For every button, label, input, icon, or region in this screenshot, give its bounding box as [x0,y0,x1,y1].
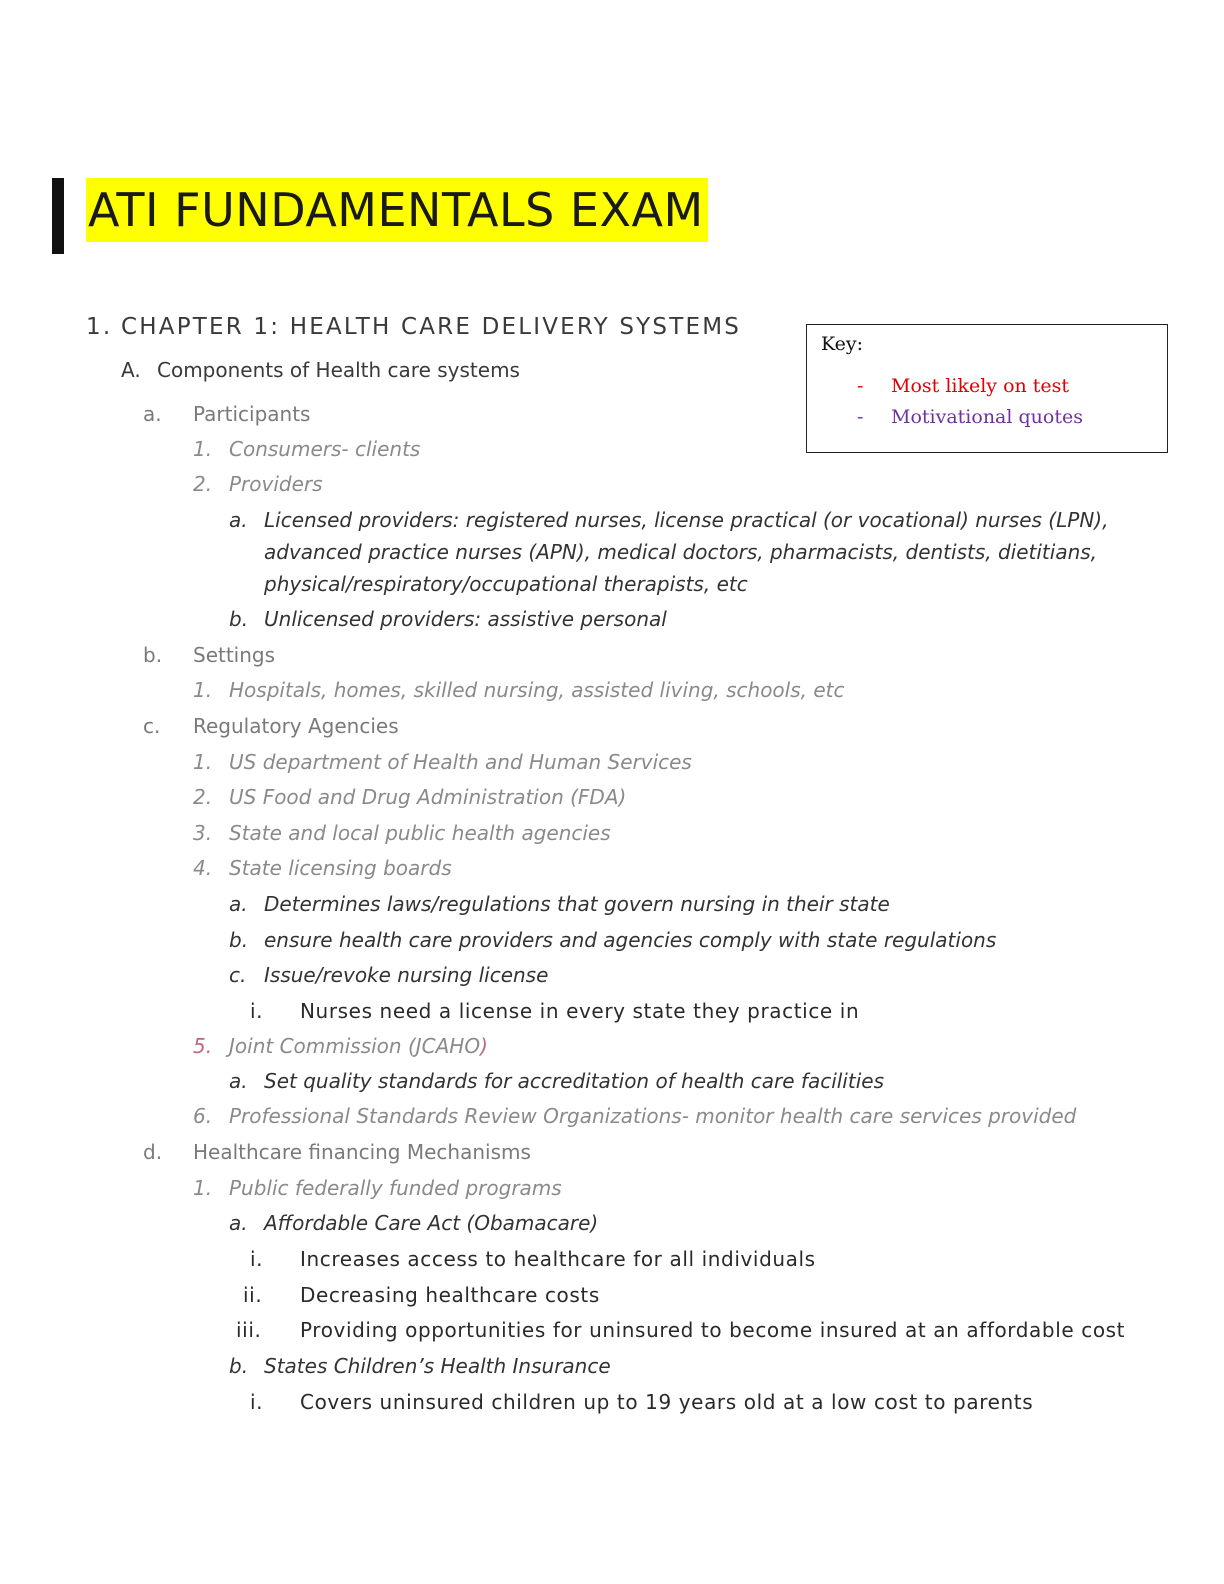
item-licensing-boards: State licensing boards [229,856,452,880]
item-marker: a. [143,402,162,426]
item-regulatory-agencies: Regulatory Agencies [193,714,399,738]
key-most-likely: Most likely on test [891,375,1070,397]
key-dash: - [857,406,864,428]
licensed-providers-line: physical/respiratory/occupational therapists, etc [264,572,748,596]
item-marker: 1. [193,678,213,702]
item-quality-standards: Set quality standards for accreditation of health care facilities [264,1069,884,1093]
item-marker: b. [229,928,249,952]
item-marker: b. [229,607,249,631]
item-aca: Affordable Care Act (Obamacare) [264,1211,599,1235]
item-hhs: US department of Health and Human Services [229,750,692,774]
item-psro: Professional Standards Review Organizations- monitor health care services provided [229,1104,1077,1128]
key-dash: - [857,375,864,397]
item-issue-revoke: Issue/revoke nursing license [264,963,549,987]
item-chip: States Children’s Health Insurance [264,1354,611,1378]
item-uninsured-opportunities: Providing opportunities for uninsured to become insured at an affordable cost [300,1318,1126,1342]
item-marker: a. [229,1211,248,1235]
item-determines-laws: Determines laws/regulations that govern nursing in their state [264,892,890,916]
item-covers-children: Covers uninsured children up to 19 years old at a low cost to parents [300,1390,1034,1414]
licensed-providers-line: Licensed providers: registered nurses, license practical (or vocational) nurses (LPN), [264,508,1109,532]
item-financing: Healthcare financing Mechanisms [193,1140,531,1164]
item-marker: 2. [193,785,213,809]
item-settings: Settings [193,643,276,667]
item-marker: b. [143,643,163,667]
key-title: Key: [821,333,864,355]
item-marker: 5. [193,1034,213,1058]
chapter-heading: CHAPTER 1: HEALTH CARE DELIVERY SYSTEMS [121,314,742,340]
item-settings-list: Hospitals, homes, skilled nursing, assisted living, schools, etc [229,678,845,702]
item-ensure-compliance: ensure health care providers and agencies comply with state regulations [264,928,997,952]
item-marker: 3. [193,821,213,845]
item-consumers: Consumers- clients [229,437,421,461]
item-marker: 6. [193,1104,213,1128]
item-public-health: State and local public health agencies [229,821,611,845]
item-marker: iii. [236,1318,262,1342]
item-marker: 2. [193,472,213,496]
item-fda: US Food and Drug Administration (FDA) [229,785,627,809]
item-joint-commission [229,1034,488,1058]
chapter-number: 1. [86,314,113,340]
item-marker: 1. [193,1176,213,1200]
item-marker: b. [229,1354,249,1378]
item-marker: i. [250,999,264,1023]
joint-commission-paren: ) [480,1034,488,1058]
page-title: ATI FUNDAMENTALS EXAM [86,178,708,242]
item-marker: ii. [243,1283,263,1307]
item-marker: c. [143,714,161,738]
item-marker: a. [229,892,248,916]
item-marker: 1. [193,750,213,774]
joint-commission-text: Joint Commission (JCAHO [229,1034,481,1058]
licensed-providers-line: advanced practice nurses (APN), medical doctors, pharmacists, dentists, dietitians, [264,540,1098,564]
key-motivational: Motivational quotes [891,406,1083,428]
item-marker: c. [229,963,247,987]
item-marker: i. [250,1390,264,1414]
item-marker: a. [229,508,248,532]
item-decreasing-costs: Decreasing healthcare costs [300,1283,600,1307]
item-marker: i. [250,1247,264,1271]
heading-bar [52,178,64,254]
item-providers: Providers [229,472,323,496]
item-increases-access: Increases access to healthcare for all individuals [300,1247,816,1271]
item-license-every-state: Nurses need a license in every state they practice in [300,999,860,1023]
key-legend-box [806,324,1168,453]
unlicensed-providers: Unlicensed providers: assistive personal [264,607,667,631]
item-participants: Participants [193,402,311,426]
item-federal-programs: Public federally funded programs [229,1176,562,1200]
item-marker: a. [229,1069,248,1093]
section-heading: Components of Health care systems [157,358,520,382]
section-marker: A. [121,358,141,382]
item-marker: 4. [193,856,213,880]
item-marker: d. [143,1140,163,1164]
item-marker: 1. [193,437,213,461]
